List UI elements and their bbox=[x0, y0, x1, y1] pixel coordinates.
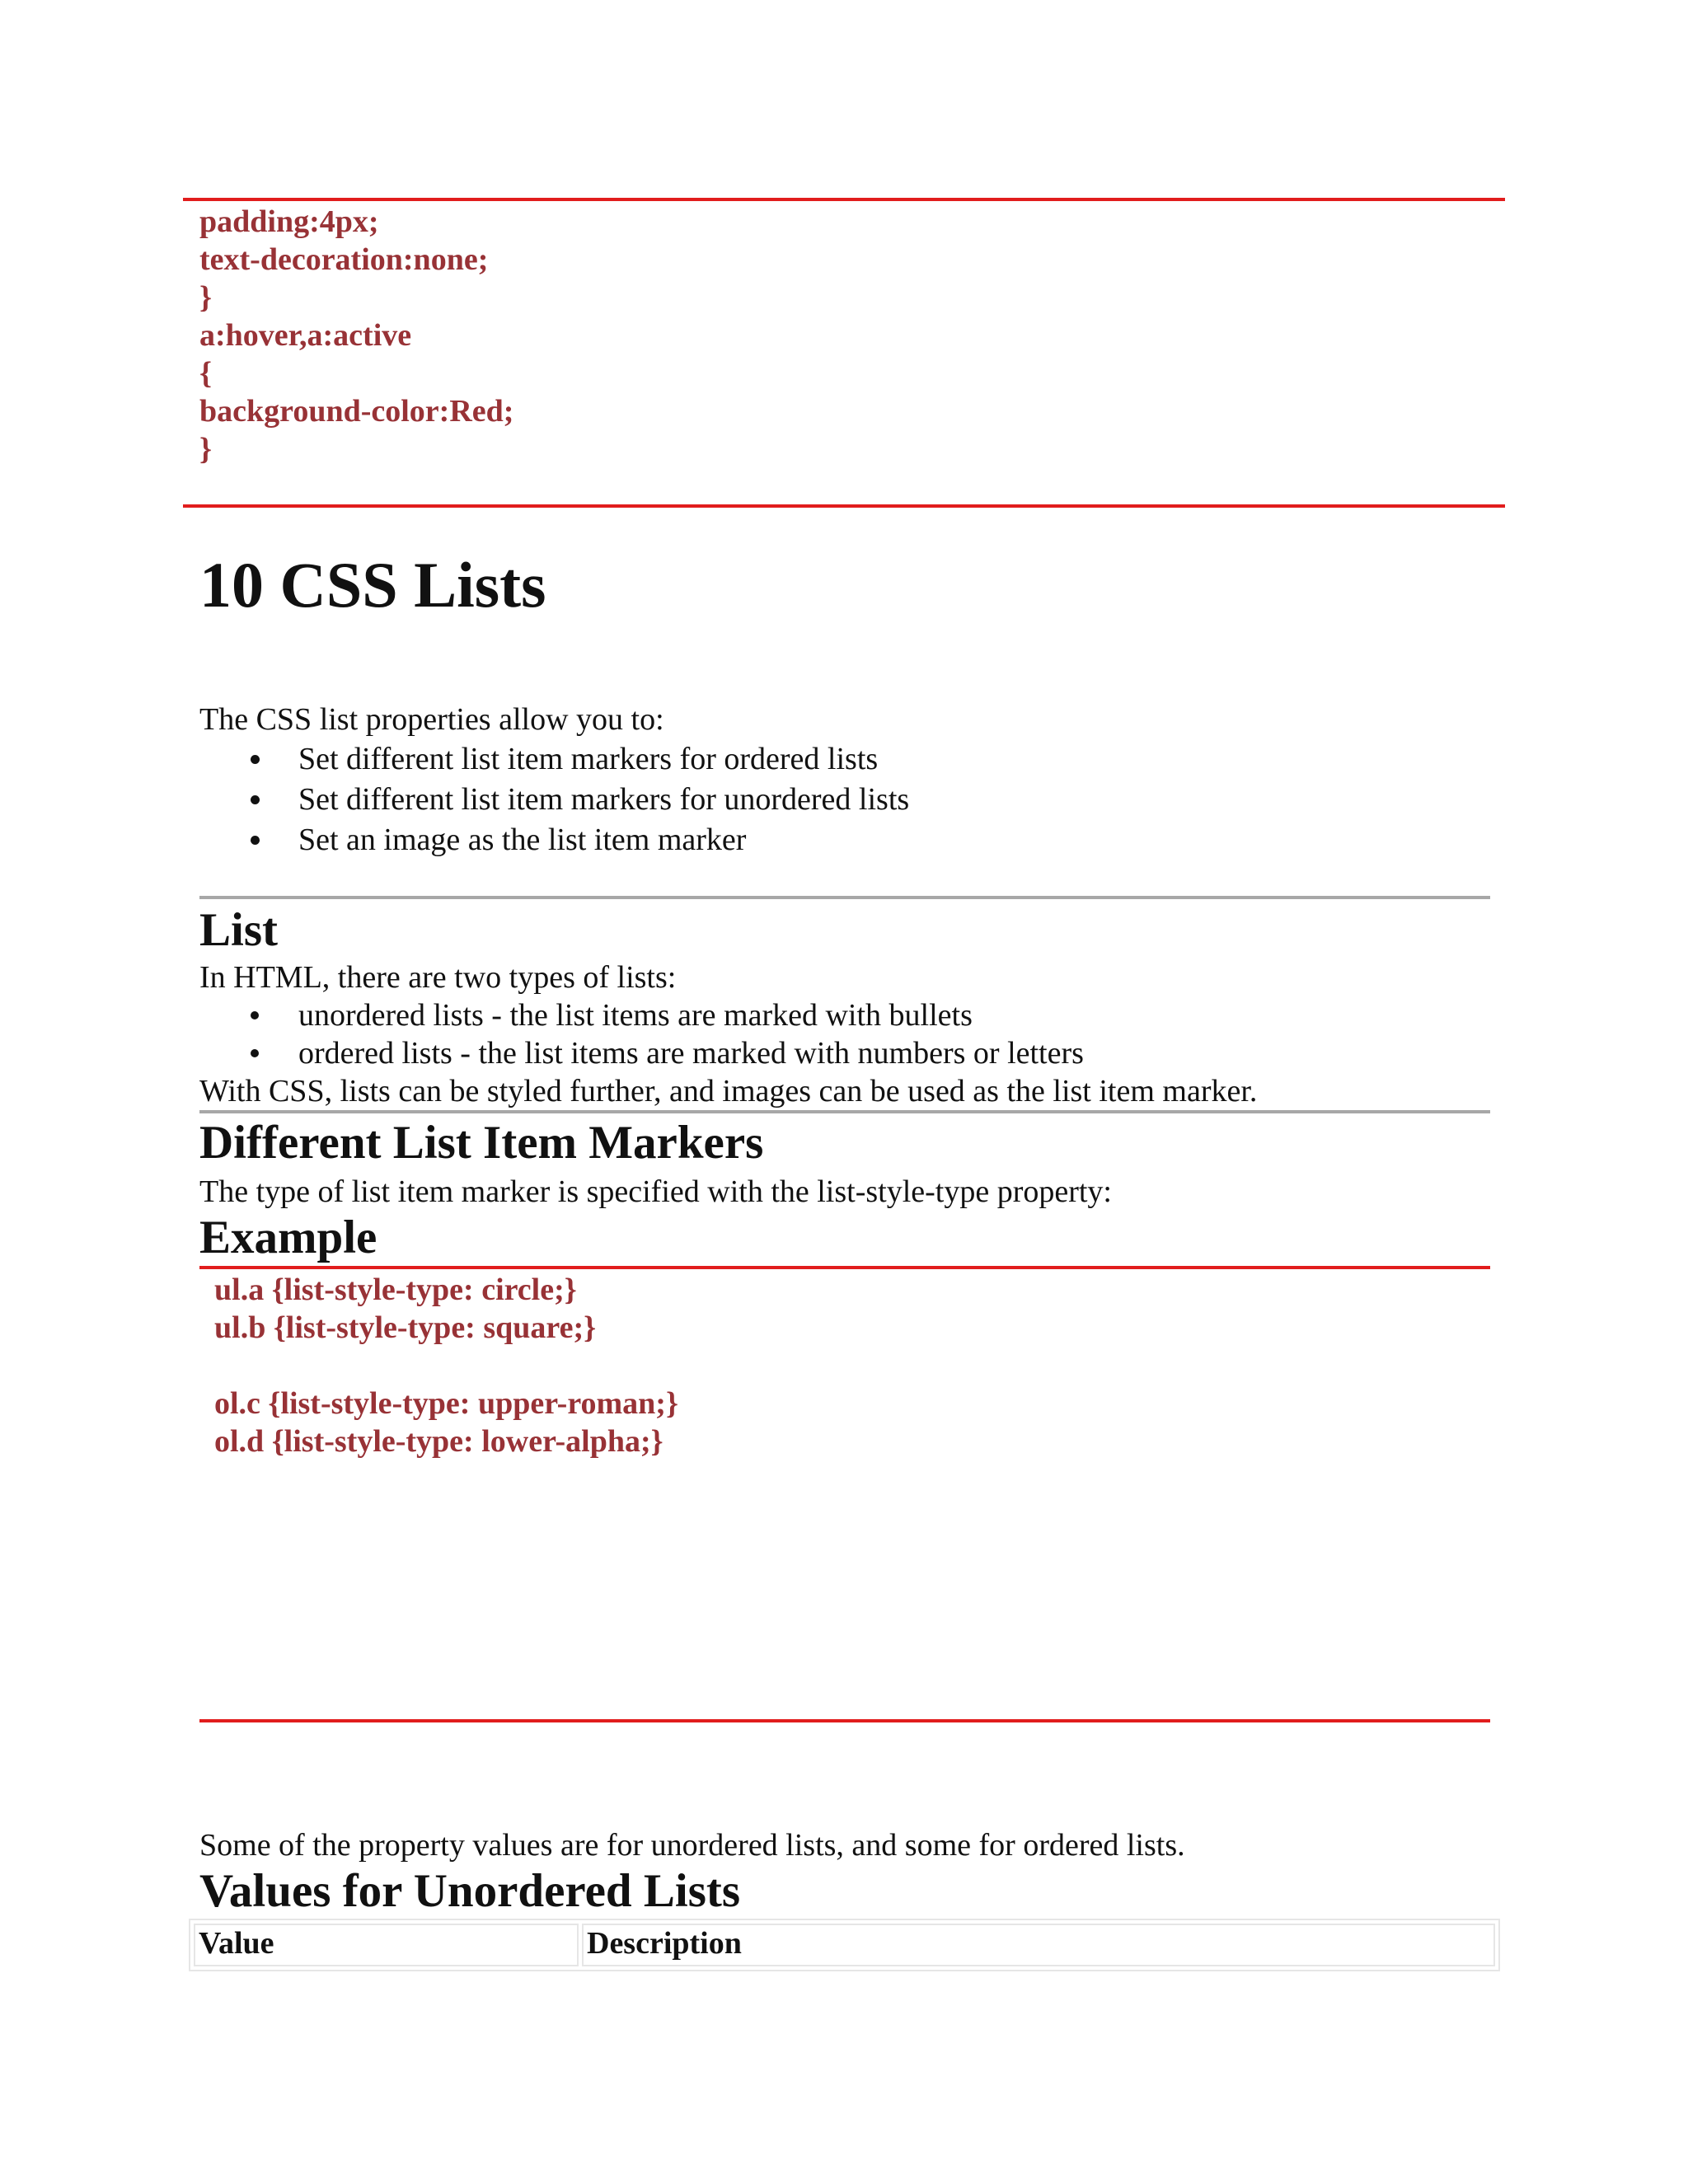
code-line: } bbox=[199, 432, 212, 466]
code-line: { bbox=[199, 356, 212, 391]
list-types bbox=[199, 996, 1084, 1072]
list-item: unordered lists - the list items are marked with bullets bbox=[199, 996, 1084, 1034]
markers-text: The type of list item marker is specified with the list-style-type property: bbox=[199, 1174, 1112, 1209]
unordered-values-table bbox=[189, 1919, 1500, 1971]
values-note: Some of the property values are for unordered lists, and some for ordered lists. bbox=[199, 1828, 1185, 1863]
code-line: ul.a {list-style-type: circle;} bbox=[214, 1272, 577, 1307]
top-code-bottom-rule bbox=[183, 504, 1505, 508]
code-line: a:hover,a:active bbox=[199, 318, 412, 353]
list-item: Set an image as the list item marker bbox=[199, 820, 909, 860]
markers-heading: Different List Item Markers bbox=[199, 1117, 764, 1169]
code-line: background-color:Red; bbox=[199, 394, 514, 429]
markers-top-rule bbox=[199, 1110, 1490, 1113]
bullet-icon bbox=[251, 795, 260, 804]
code-line: text-decoration:none; bbox=[199, 242, 489, 277]
list-item: Set different list item markers for unordered lists bbox=[199, 780, 909, 820]
code-line bbox=[214, 1347, 678, 1385]
bullet-icon bbox=[251, 755, 260, 764]
list-item: Set different list item markers for ordered lists bbox=[199, 739, 909, 780]
top-code-block bbox=[199, 203, 513, 468]
list-top-rule bbox=[199, 896, 1490, 899]
unordered-values-heading: Values for Unordered Lists bbox=[199, 1865, 741, 1917]
example-bottom-rule bbox=[199, 1719, 1490, 1722]
code-line: padding:4px; bbox=[199, 204, 379, 239]
example-code-block bbox=[214, 1271, 678, 1460]
section-title: 10 CSS Lists bbox=[199, 549, 546, 621]
code-line: ol.c {list-style-type: upper-roman;} bbox=[214, 1386, 678, 1421]
bullet-icon bbox=[251, 1049, 259, 1057]
list-item: ordered lists - the list items are marked with numbers or letters bbox=[199, 1034, 1084, 1072]
code-line: } bbox=[199, 280, 212, 315]
list-heading: List bbox=[199, 904, 279, 956]
intro-text: The CSS list properties allow you to: bbox=[199, 702, 664, 737]
example-top-rule bbox=[199, 1266, 1490, 1269]
top-code-top-rule bbox=[183, 198, 1505, 201]
code-line: ol.d {list-style-type: lower-alpha;} bbox=[214, 1424, 663, 1459]
list-text: In HTML, there are two types of lists: bbox=[199, 960, 677, 995]
example-heading: Example bbox=[199, 1212, 377, 1263]
bullet-icon bbox=[251, 836, 260, 845]
table-header-value: Value bbox=[194, 1924, 579, 1966]
intro-list bbox=[199, 739, 909, 860]
code-line: ul.b {list-style-type: square;} bbox=[214, 1310, 597, 1345]
bullet-icon bbox=[251, 1011, 259, 1019]
list-after-text: With CSS, lists can be styled further, and images can be used as the list item marker. bbox=[199, 1074, 1258, 1108]
table-header-description: Description bbox=[582, 1924, 1495, 1966]
